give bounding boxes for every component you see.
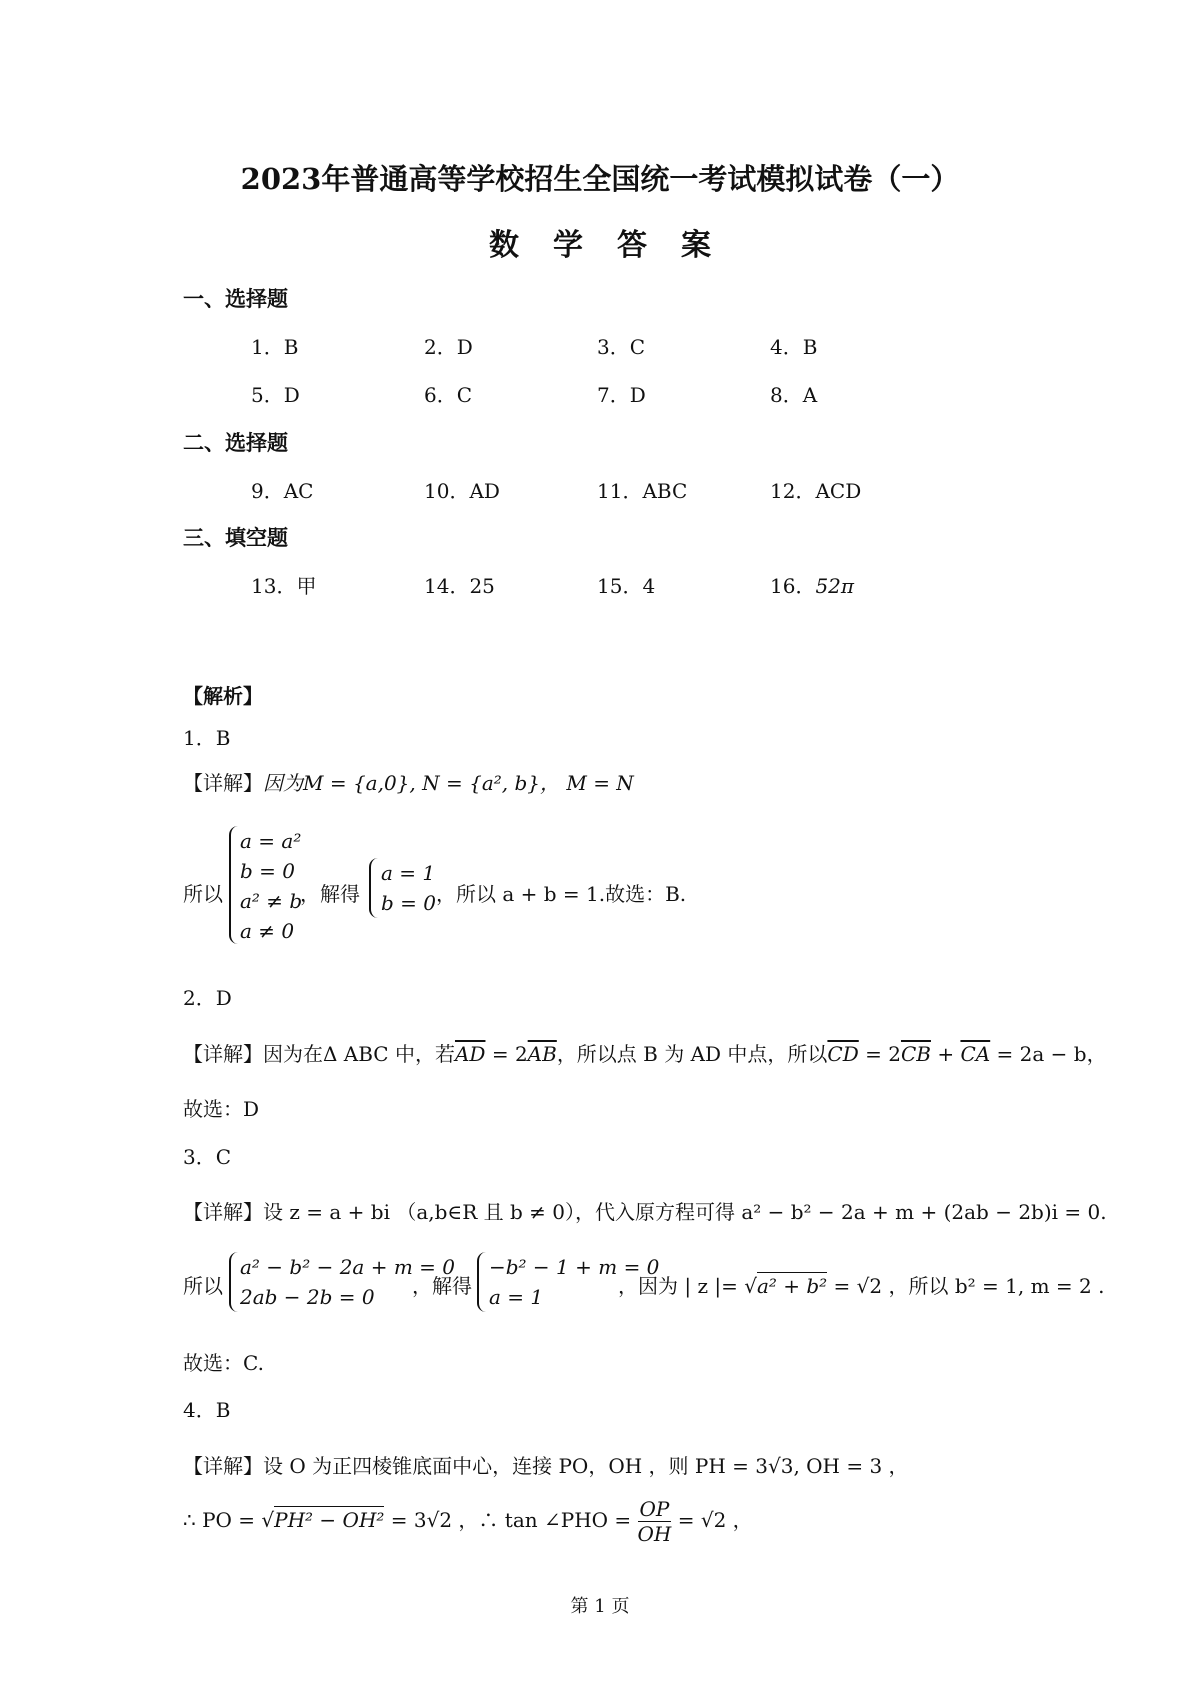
q1-prefix: 所以 xyxy=(183,882,223,906)
answer-item: 10．AD xyxy=(424,479,500,503)
answer-item: 15．4 xyxy=(597,574,656,598)
answer-item: 12．ACD xyxy=(770,479,862,503)
q4-fraction: $\frac{OP}{OH}$ xyxy=(637,1497,672,1546)
q1-solve: ，解得 xyxy=(300,882,360,906)
q4-head: 4．B xyxy=(183,1398,231,1422)
answer-item: 5．D xyxy=(251,383,300,407)
q1-system-1: a = a² b = 0 a² ≠ b a ≠ 0 xyxy=(240,829,303,943)
answer-item: 4．B xyxy=(770,335,818,359)
q2-conclusion: 故选：D xyxy=(183,1097,260,1121)
exam-title: 2023年普通高等学校招生全国统一考试模拟试卷（一） xyxy=(240,162,960,196)
answer-item: 7．D xyxy=(597,383,646,407)
answer-item: 8．A xyxy=(770,383,818,407)
q3-detail: 【详解】设 z = a + bi （a,b∈R 且 b ≠ 0），代入原方程可得 a² − b² − 2a + m + (2ab − 2b)i = 0. xyxy=(183,1200,1107,1224)
q3-system-2: −b² − 1 + m = 0 a = 1 xyxy=(489,1255,660,1309)
q1-head: 1．B xyxy=(183,726,231,750)
analysis-heading: 【解析】 xyxy=(183,684,263,708)
answer-item: 3．C xyxy=(597,335,646,359)
answer-item: 16．52π xyxy=(770,574,855,598)
answer-item: 6．C xyxy=(424,383,473,407)
q1-brace-2 xyxy=(369,858,381,918)
q4-equation: ∴ PO = √PH² − OH² = 3√2 ，∴ tan ∠PHO = $\frac{OP}{OH}$ = √2 ， xyxy=(183,1497,753,1546)
q1-system-2: a = 1 b = 0 xyxy=(381,861,436,915)
answer-item: 2．D xyxy=(424,335,473,359)
q2-head: 2．D xyxy=(183,986,232,1010)
q1-conclusion: ，所以 a + b = 1.故选：B. xyxy=(436,882,687,906)
exam-subtitle: 数学答案 xyxy=(489,228,745,263)
q1-detail: 【详解】因为M = {a,0}, N = {a², b}， M = N xyxy=(183,771,634,795)
answer-item: 13．甲 xyxy=(251,574,317,598)
section-heading-1: 一、选择题 xyxy=(183,286,288,311)
page-number: 第 1 页 xyxy=(570,1596,630,1617)
section-heading-2: 二、选择题 xyxy=(183,430,288,455)
q3-system-1: a² − b² − 2a + m = 0 2ab − 2b = 0 xyxy=(240,1255,455,1309)
q3-conclusion: 故选：C. xyxy=(183,1351,264,1375)
q3-because: ，因为 | z |= √a² + b² = √2 ，所以 b² = 1, m = 2 . xyxy=(618,1274,1105,1298)
answer-item: 11．ABC xyxy=(597,479,688,503)
answer-item: 1．B xyxy=(251,335,299,359)
q3-prefix: 所以 xyxy=(183,1274,223,1298)
q3-solve: ，解得 xyxy=(412,1274,472,1298)
q3-head: 3．C xyxy=(183,1145,232,1169)
answer-item: 9．AC xyxy=(251,479,314,503)
answer-item: 14．25 xyxy=(424,574,495,598)
q2-detail: 【详解】因为在Δ ABC 中，若$\overline{AD} = 2\overline{AB}$，所以点 B 为 AD 中点，所以$\overline{CD} = 2\overline{CB} + \overline{CA} = 2a - b$， xyxy=(183,1042,1107,1066)
q4-detail: 【详解】设 O 为正四棱锥底面中心，连接 PO，OH ，则 PH = 3√3, OH = 3 ， xyxy=(183,1454,909,1478)
section-heading-3: 三、填空题 xyxy=(183,525,288,550)
q3-brace-2 xyxy=(477,1252,489,1312)
